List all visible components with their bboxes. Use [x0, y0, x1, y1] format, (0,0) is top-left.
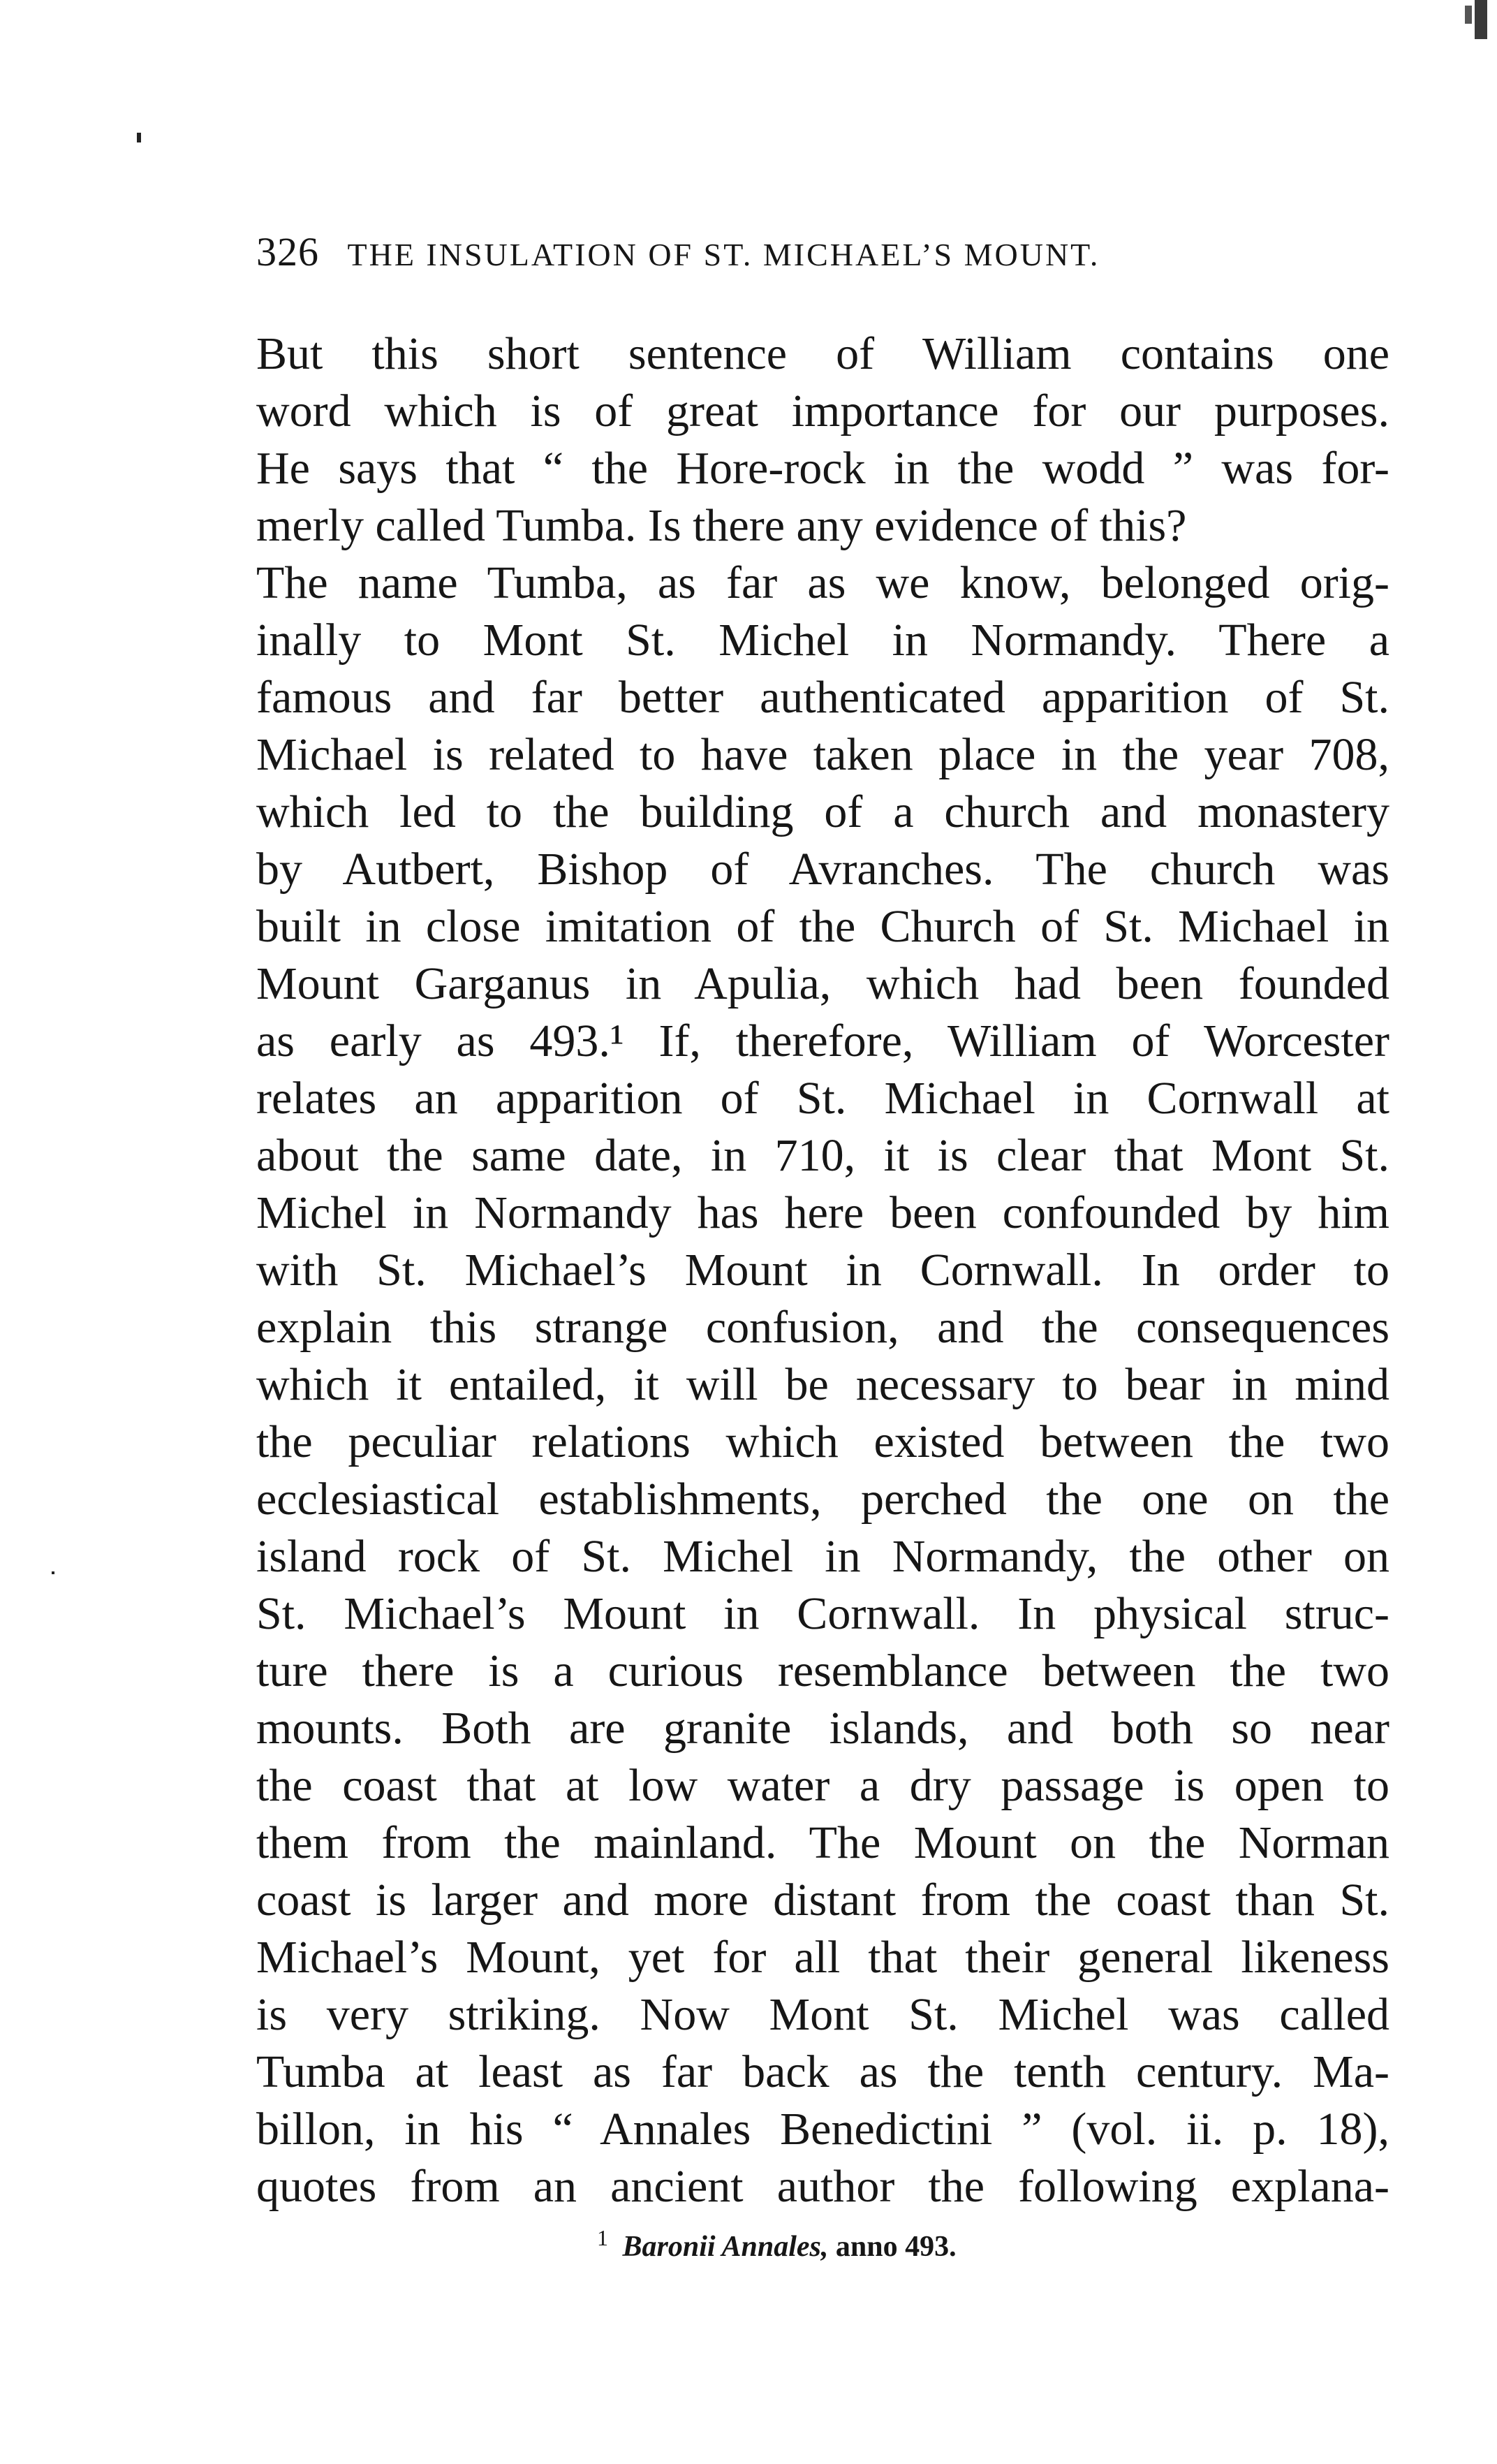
- page-header: [256, 228, 1387, 275]
- text-line: billon, in his “ Annales Benedictini ” (vol. ii. p. 18),: [256, 2104, 1389, 2155]
- text-line: as early as 493.¹ If, therefore, William of Worcester: [256, 1015, 1389, 1066]
- text-line: Michael is related to have taken place in the year 708,: [256, 729, 1389, 780]
- text-line: explain this strange confusion, and the consequences: [256, 1302, 1389, 1353]
- text-line: inally to Mont St. Michel in Normandy. There a: [256, 615, 1389, 666]
- text-line: word which is of great importance for our purposes.: [256, 386, 1389, 437]
- text-line: Michael’s Mount, yet for all that their general likeness: [256, 1932, 1389, 1983]
- scan-speck: [52, 1571, 54, 1574]
- footnote-detail: anno 493.: [835, 2231, 957, 2263]
- text-line: Michel in Normandy has here been confounded by him: [256, 1187, 1389, 1238]
- text-line: St. Michael’s Mount in Cornwall. In physical struc-: [256, 1588, 1389, 1639]
- text-line: famous and far better authenticated apparition of St.: [256, 672, 1389, 723]
- text-line: Mount Garganus in Apulia, which had been founded: [256, 958, 1389, 1009]
- text-line: mounts. Both are granite islands, and both so near: [256, 1703, 1389, 1754]
- page-number: 326: [256, 229, 319, 274]
- text-line: the peculiar relations which existed between the two: [256, 1416, 1389, 1467]
- text-line: which led to the building of a church and monastery: [256, 786, 1389, 837]
- footnote: [597, 2225, 957, 2264]
- text-line: built in close imitation of the Church of St. Michael in: [256, 901, 1389, 952]
- text-line: Tumba at least as far back as the tenth century. Ma-: [256, 2046, 1389, 2097]
- body-text: [256, 325, 1389, 2215]
- text-line: them from the mainland. The Mount on the Norman: [256, 1817, 1389, 1868]
- page-edge-mark: [1475, 0, 1487, 39]
- text-line: with St. Michael’s Mount in Cornwall. In order to: [256, 1245, 1389, 1296]
- text-line: island rock of St. Michel in Normandy, the other on: [256, 1531, 1389, 1582]
- text-line: which it entailed, it will be necessary to bear in mind: [256, 1359, 1389, 1410]
- text-line: The name Tumba, as far as we know, belonged orig-: [256, 557, 1389, 608]
- scan-speck: [137, 133, 141, 142]
- text-line: is very striking. Now Mont St. Michel was called: [256, 1989, 1389, 2040]
- text-line: about the same date, in 710, it is clear that Mont St.: [256, 1130, 1389, 1181]
- text-line: ture there is a curious resemblance between the two: [256, 1645, 1389, 1696]
- page-edge-mark: [1465, 6, 1472, 24]
- footnote-marker: 1: [597, 2225, 608, 2250]
- text-line: ecclesiastical establishments, perched the one on the: [256, 1474, 1389, 1525]
- text-line: relates an apparition of St. Michael in Cornwall at: [256, 1073, 1389, 1124]
- running-head: THE INSULATION OF ST. MICHAEL’S MOUNT.: [347, 237, 1100, 272]
- text-line: He says that “ the Hore-rock in the wodd ” was for-: [256, 443, 1389, 494]
- text-line: by Autbert, Bishop of Avranches. The church was: [256, 844, 1389, 895]
- text-line: merly called Tumba. Is there any evidence of this?: [256, 500, 1187, 551]
- text-line: coast is larger and more distant from the coast than St.: [256, 1875, 1389, 1926]
- text-line: quotes from an ancient author the following explana-: [256, 2161, 1389, 2212]
- text-line: But this short sentence of William contains one: [256, 328, 1389, 379]
- footnote-citation: Baronii Annales,: [622, 2231, 829, 2263]
- text-line: the coast that at low water a dry passage is open to: [256, 1760, 1389, 1811]
